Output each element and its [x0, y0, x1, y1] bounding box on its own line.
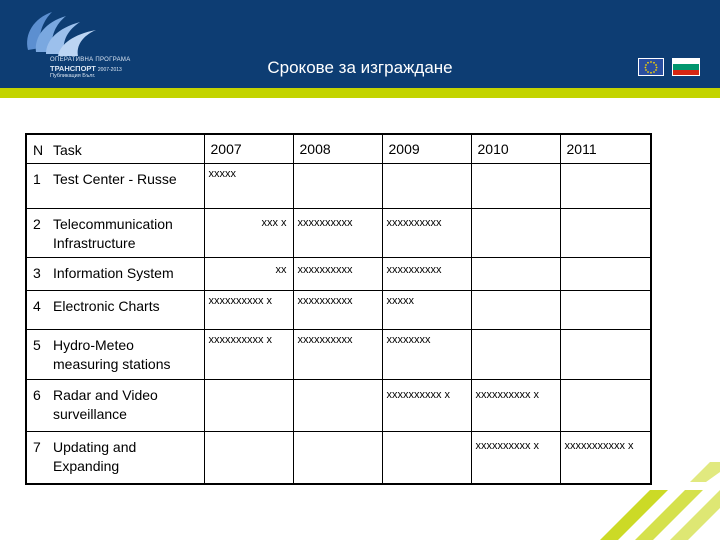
task-cell: 2 Telecommunication Infrastructure: [26, 208, 204, 257]
cell-2011: xxxxxxxxxxx x: [560, 431, 651, 484]
construction-schedule-table: [25, 133, 652, 485]
cell-2008: xxxxxxxxxx: [293, 257, 382, 290]
table-row: [26, 290, 651, 329]
cell-2009: [382, 431, 471, 484]
table-row: [26, 163, 651, 208]
cell-2011: [560, 329, 651, 379]
cell-2010: [471, 257, 560, 290]
table-row: [26, 257, 651, 290]
cell-2007: xx: [204, 257, 293, 290]
cell-2011: [560, 163, 651, 208]
cell-2009: [382, 163, 471, 208]
cell-2007: xxxxx: [204, 163, 293, 208]
cell-2008: xxxxxxxxxx: [293, 208, 382, 257]
cell-2008: xxxxxxxxxx: [293, 329, 382, 379]
table-row: [26, 379, 651, 431]
cell-2008: [293, 163, 382, 208]
cell-2011: [560, 379, 651, 431]
cell-2010: [471, 208, 560, 257]
task-cell: 6 Radar and Video surveillance: [26, 379, 204, 431]
bulgaria-flag-icon: [672, 58, 700, 76]
cell-2011: [560, 290, 651, 329]
eu-flag-icon: [638, 58, 664, 76]
table-row: [26, 329, 651, 379]
cell-2010: [471, 329, 560, 379]
header-2010: 2010: [471, 134, 560, 163]
header-task: N Task: [26, 134, 204, 163]
cell-2009: xxxxxxxx: [382, 329, 471, 379]
cell-2009: xxxxxxxxxx x: [382, 379, 471, 431]
page-title: Срокове за изграждане: [267, 58, 453, 77]
header-2007: 2007: [204, 134, 293, 163]
cell-2007: [204, 379, 293, 431]
cell-2011: [560, 208, 651, 257]
header-2011: 2011: [560, 134, 651, 163]
table-header-row: [26, 134, 651, 163]
header-bar: [0, 0, 720, 88]
logo-text-transport: ТРАНСПОРТ 2007-2013: [50, 64, 122, 73]
accent-bar: [0, 88, 720, 98]
cell-2007: [204, 431, 293, 484]
logo-text-program: ОПЕРАТИВНА ПРОГРАМА: [50, 57, 131, 63]
task-cell: 7 Updating and Expanding: [26, 431, 204, 484]
task-cell: 5 Hydro-Meteo measuring stations: [26, 329, 204, 379]
header-2009: 2009: [382, 134, 471, 163]
task-cell: 4 Electronic Charts: [26, 290, 204, 329]
cell-2010: xxxxxxxxxx x: [471, 379, 560, 431]
cell-2009: xxxxx: [382, 290, 471, 329]
cell-2010: xxxxxxxxxx x: [471, 431, 560, 484]
cell-2008: [293, 379, 382, 431]
cell-2009: xxxxxxxxxx: [382, 257, 471, 290]
cell-2008: [293, 431, 382, 484]
cell-2007: xxxxxxxxxx x: [204, 329, 293, 379]
cell-2007: xxx x: [204, 208, 293, 257]
chevron-decoration-icon: [540, 462, 720, 540]
cell-2007: xxxxxxxxxx x: [204, 290, 293, 329]
cell-2009: xxxxxxxxxx: [382, 208, 471, 257]
header-2008: 2008: [293, 134, 382, 163]
cell-2008: xxxxxxxxxx: [293, 290, 382, 329]
op-transport-logo-icon: [22, 6, 114, 58]
table-row: [26, 208, 651, 257]
logo-text-subtitle: Публикация Бълг.: [50, 73, 96, 79]
cell-2010: [471, 163, 560, 208]
cell-2011: [560, 257, 651, 290]
task-cell: 3 Information System: [26, 257, 204, 290]
cell-2010: [471, 290, 560, 329]
task-cell: 1 Test Center - Russe: [26, 163, 204, 208]
